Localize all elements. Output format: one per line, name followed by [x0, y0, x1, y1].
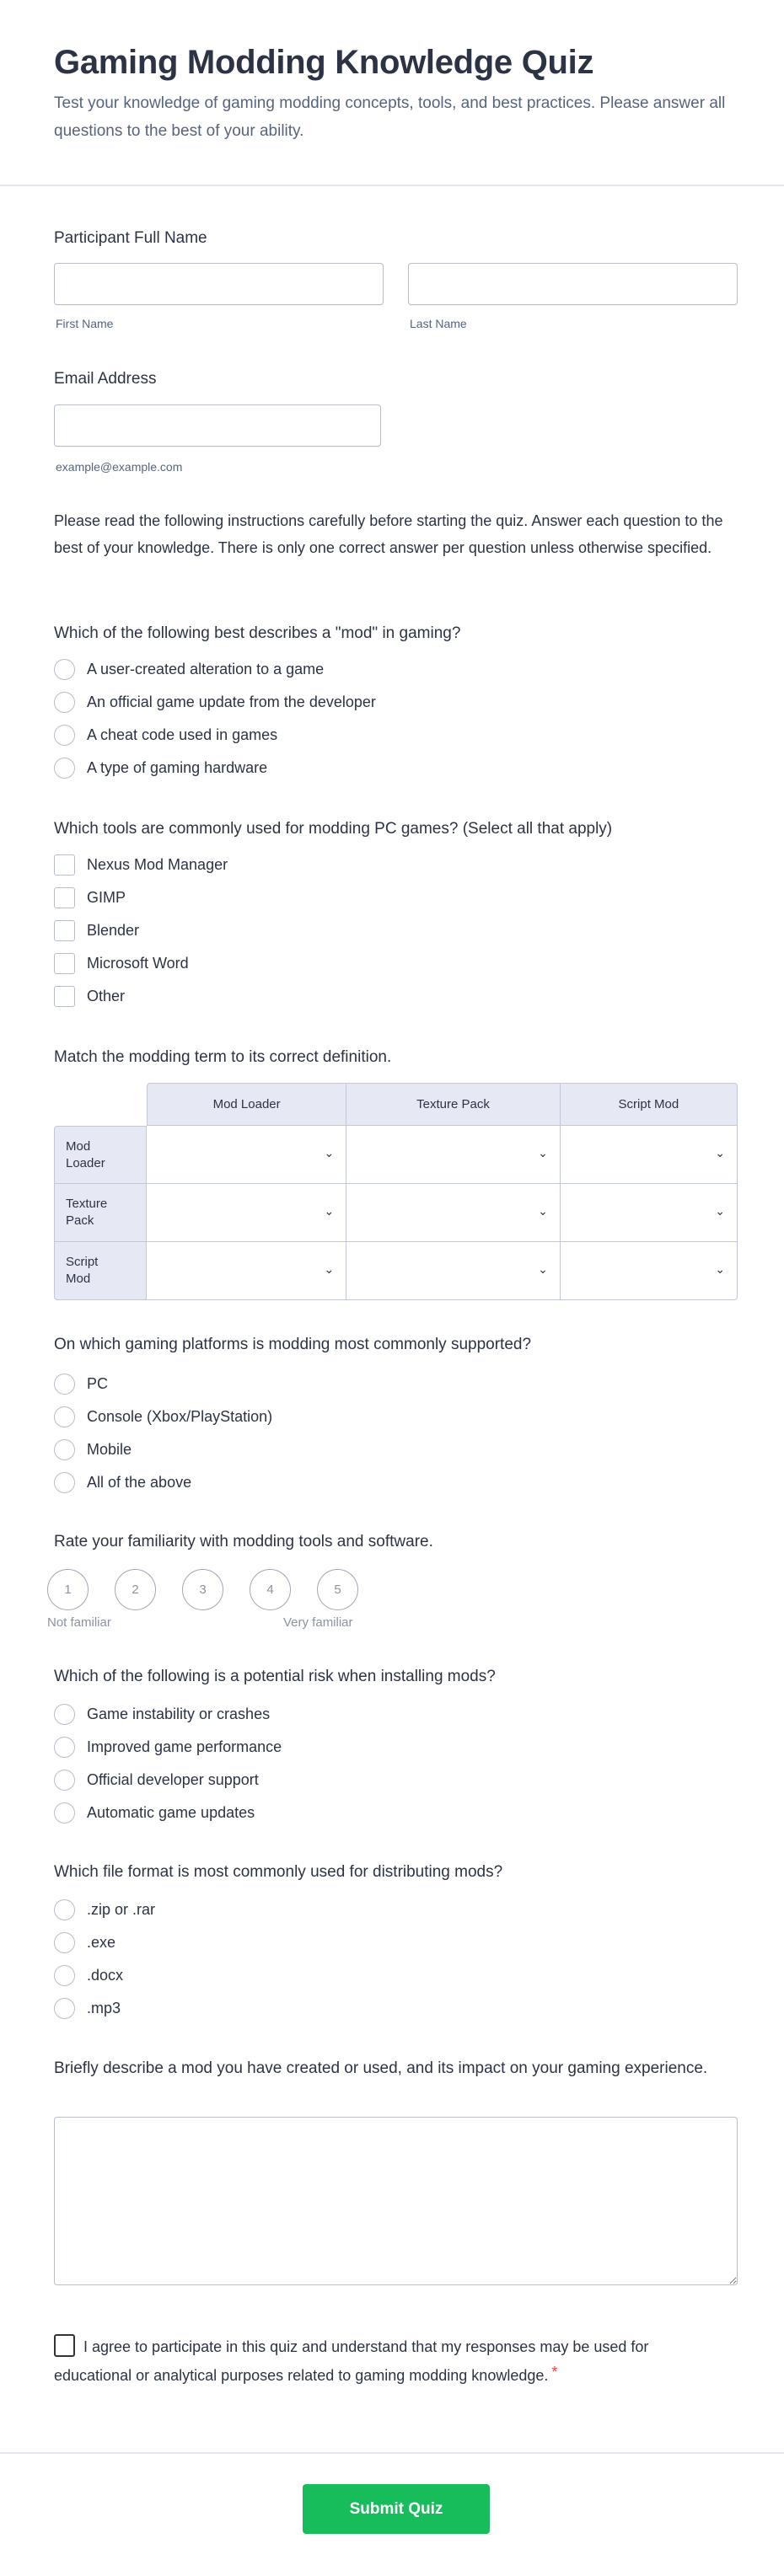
question-8: Briefly describe a mod you have created or used, and its impact on your gaming experience. [54, 2059, 708, 2077]
option-label: Game instability or crashes [87, 1706, 271, 1722]
chevron-down-icon: ⌄ [715, 1262, 725, 1276]
q1-options [54, 653, 376, 785]
question-3: Match the modding term to its correct definition. [54, 1048, 392, 1066]
checkbox[interactable] [54, 953, 75, 974]
matrix-column-header: Script Mod [561, 1083, 738, 1126]
first-name-input[interactable] [54, 263, 384, 305]
q7-options [54, 1893, 155, 2025]
agreement-checkbox[interactable] [54, 2334, 75, 2357]
radio-option[interactable] [54, 1926, 155, 1959]
option-label: Console (Xbox/PlayStation) [87, 1408, 273, 1425]
checkbox[interactable] [54, 986, 75, 1007]
required-asterisk: * [551, 2364, 558, 2381]
option-label: An official game update from the developer [87, 694, 376, 710]
radio-option[interactable] [54, 1368, 272, 1400]
matrix-dropdown[interactable] [561, 1242, 738, 1300]
rating-option-3[interactable]: 3 [182, 1569, 223, 1610]
option-label: Mobile [87, 1441, 132, 1458]
chevron-down-icon: ⌄ [538, 1262, 548, 1276]
option-label: Other [87, 988, 126, 1004]
checkbox-option[interactable] [54, 947, 228, 980]
matrix-dropdown[interactable] [147, 1242, 346, 1300]
radio-button[interactable] [54, 1770, 75, 1791]
radio-button[interactable] [54, 725, 75, 746]
matching-matrix [54, 1083, 738, 1300]
matrix-row-header: Script Mod [54, 1242, 147, 1300]
rating-option-4[interactable]: 4 [250, 1569, 291, 1610]
option-label: .exe [87, 1934, 116, 1951]
last-name-input[interactable] [408, 263, 738, 305]
matrix-dropdown[interactable] [346, 1184, 561, 1242]
option-label: Nexus Mod Manager [87, 856, 228, 873]
matrix-dropdown[interactable] [147, 1126, 346, 1184]
radio-button[interactable] [54, 1472, 75, 1493]
radio-option[interactable] [54, 1466, 272, 1499]
matrix-dropdown[interactable] [561, 1184, 738, 1242]
matrix-dropdown[interactable] [346, 1242, 561, 1300]
checkbox[interactable] [54, 920, 75, 941]
question-1: Which of the following best describes a "mod" in gaming? [54, 624, 461, 642]
radio-button[interactable] [54, 1899, 75, 1920]
radio-option[interactable] [54, 1992, 155, 2025]
radio-option[interactable] [54, 1764, 282, 1797]
option-label: .docx [87, 1967, 124, 1984]
option-label: Microsoft Word [87, 955, 189, 972]
radio-button[interactable] [54, 692, 75, 713]
agreement [54, 2334, 678, 2388]
radio-button[interactable] [54, 1439, 75, 1460]
radio-option[interactable] [54, 686, 376, 719]
radio-option[interactable] [54, 653, 376, 686]
matrix-column-header: Mod Loader [147, 1083, 346, 1126]
radio-option[interactable] [54, 1400, 272, 1433]
radio-option[interactable] [54, 1433, 272, 1466]
last-name-sublabel: Last Name [410, 317, 467, 330]
option-label: All of the above [87, 1474, 192, 1491]
matrix-column-header: Texture Pack [346, 1083, 561, 1126]
option-label: PC [87, 1375, 109, 1392]
description-textarea[interactable] [54, 2117, 738, 2285]
full-name-label: Participant Full Name [54, 229, 207, 247]
radio-button[interactable] [54, 1965, 75, 1986]
checkbox-option[interactable] [54, 849, 228, 881]
radio-button[interactable] [54, 1374, 75, 1395]
radio-button[interactable] [54, 1704, 75, 1725]
option-label: A user-created alteration to a game [87, 661, 325, 677]
radio-button[interactable] [54, 1406, 75, 1427]
option-label: A type of gaming hardware [87, 759, 268, 776]
chevron-down-icon: ⌄ [538, 1146, 548, 1159]
chevron-down-icon: ⌄ [324, 1146, 335, 1159]
option-label: Official developer support [87, 1771, 259, 1788]
first-name-sublabel: First Name [56, 317, 114, 330]
footer-divider [0, 2452, 784, 2454]
radio-option[interactable] [54, 1959, 155, 1992]
rating-option-1[interactable]: 1 [47, 1569, 89, 1610]
chevron-down-icon: ⌄ [324, 1204, 335, 1218]
matrix-row-header: Mod Loader [54, 1126, 147, 1184]
question-2: Which tools are commonly used for modding PC games? (Select all that apply) [54, 820, 613, 838]
checkbox-option[interactable] [54, 980, 228, 1013]
chevron-down-icon: ⌄ [538, 1204, 548, 1218]
option-label: Automatic game updates [87, 1804, 255, 1821]
matrix-dropdown[interactable] [561, 1126, 738, 1184]
radio-option[interactable] [54, 1698, 282, 1731]
radio-button[interactable] [54, 1998, 75, 2019]
question-5: Rate your familiarity with modding tools and software. [54, 1533, 433, 1550]
checkbox-option[interactable] [54, 914, 228, 947]
checkbox-option[interactable] [54, 881, 228, 914]
option-label: .mp3 [87, 2000, 121, 2016]
question-4: On which gaming platforms is modding most commonly supported? [54, 1336, 532, 1353]
chevron-down-icon: ⌄ [715, 1146, 725, 1159]
q4-options [54, 1368, 272, 1499]
rating-scale [47, 1569, 358, 1610]
option-label: .zip or .rar [87, 1901, 156, 1918]
submit-button[interactable]: Submit Quiz [303, 2484, 490, 2534]
question-6: Which of the following is a potential risk when installing mods? [54, 1668, 496, 1685]
matrix-row-header: Texture Pack [54, 1184, 147, 1242]
radio-button[interactable] [54, 1802, 75, 1824]
agreement-text: I agree to participate in this quiz and understand that my responses may be used for educational or analytical purposes related to gaming modding knowledge. [54, 2338, 649, 2384]
matrix-corner [54, 1083, 147, 1126]
radio-button[interactable] [54, 1737, 75, 1758]
email-input[interactable] [54, 404, 381, 447]
option-label: Blender [87, 922, 140, 939]
radio-option[interactable] [54, 1731, 282, 1764]
matrix-dropdown[interactable] [147, 1184, 346, 1242]
rating-option-2[interactable]: 2 [115, 1569, 156, 1610]
radio-button[interactable] [54, 659, 75, 680]
chevron-down-icon: ⌄ [715, 1204, 725, 1218]
radio-button[interactable] [54, 758, 75, 779]
radio-option[interactable] [54, 752, 376, 785]
rating-high-label: Very familiar [283, 1615, 353, 1630]
email-label: Email Address [54, 370, 157, 388]
instructions-text: Please read the following instructions carefully before starting the quiz. Answer each question to the best of your knowledge. There is only one correct answer per question unless otherwise specified. [54, 512, 723, 556]
radio-button[interactable] [54, 1932, 75, 1953]
option-label: A cheat code used in games [87, 726, 278, 743]
option-label: Improved game performance [87, 1738, 282, 1755]
matrix-dropdown[interactable] [346, 1126, 561, 1184]
page-title: Gaming Modding Knowledge Quiz [54, 44, 594, 81]
radio-option[interactable] [54, 1893, 155, 1926]
option-label: GIMP [87, 889, 126, 906]
chevron-down-icon: ⌄ [324, 1262, 335, 1276]
q6-options [54, 1698, 282, 1829]
rating-low-label: Not familiar [47, 1615, 111, 1630]
radio-option[interactable] [54, 719, 376, 752]
rating-option-5[interactable]: 5 [317, 1569, 358, 1610]
email-sublabel: example@example.com [56, 460, 183, 474]
header-divider [0, 185, 784, 186]
q2-options [54, 849, 228, 1013]
checkbox[interactable] [54, 854, 75, 876]
question-7: Which file format is most commonly used for distributing mods? [54, 1863, 503, 1881]
radio-option[interactable] [54, 1797, 282, 1829]
checkbox[interactable] [54, 887, 75, 908]
page-subtitle: Test your knowledge of gaming modding concepts, tools, and best practices. Please answer all questions to the best of your ability. [54, 94, 726, 140]
